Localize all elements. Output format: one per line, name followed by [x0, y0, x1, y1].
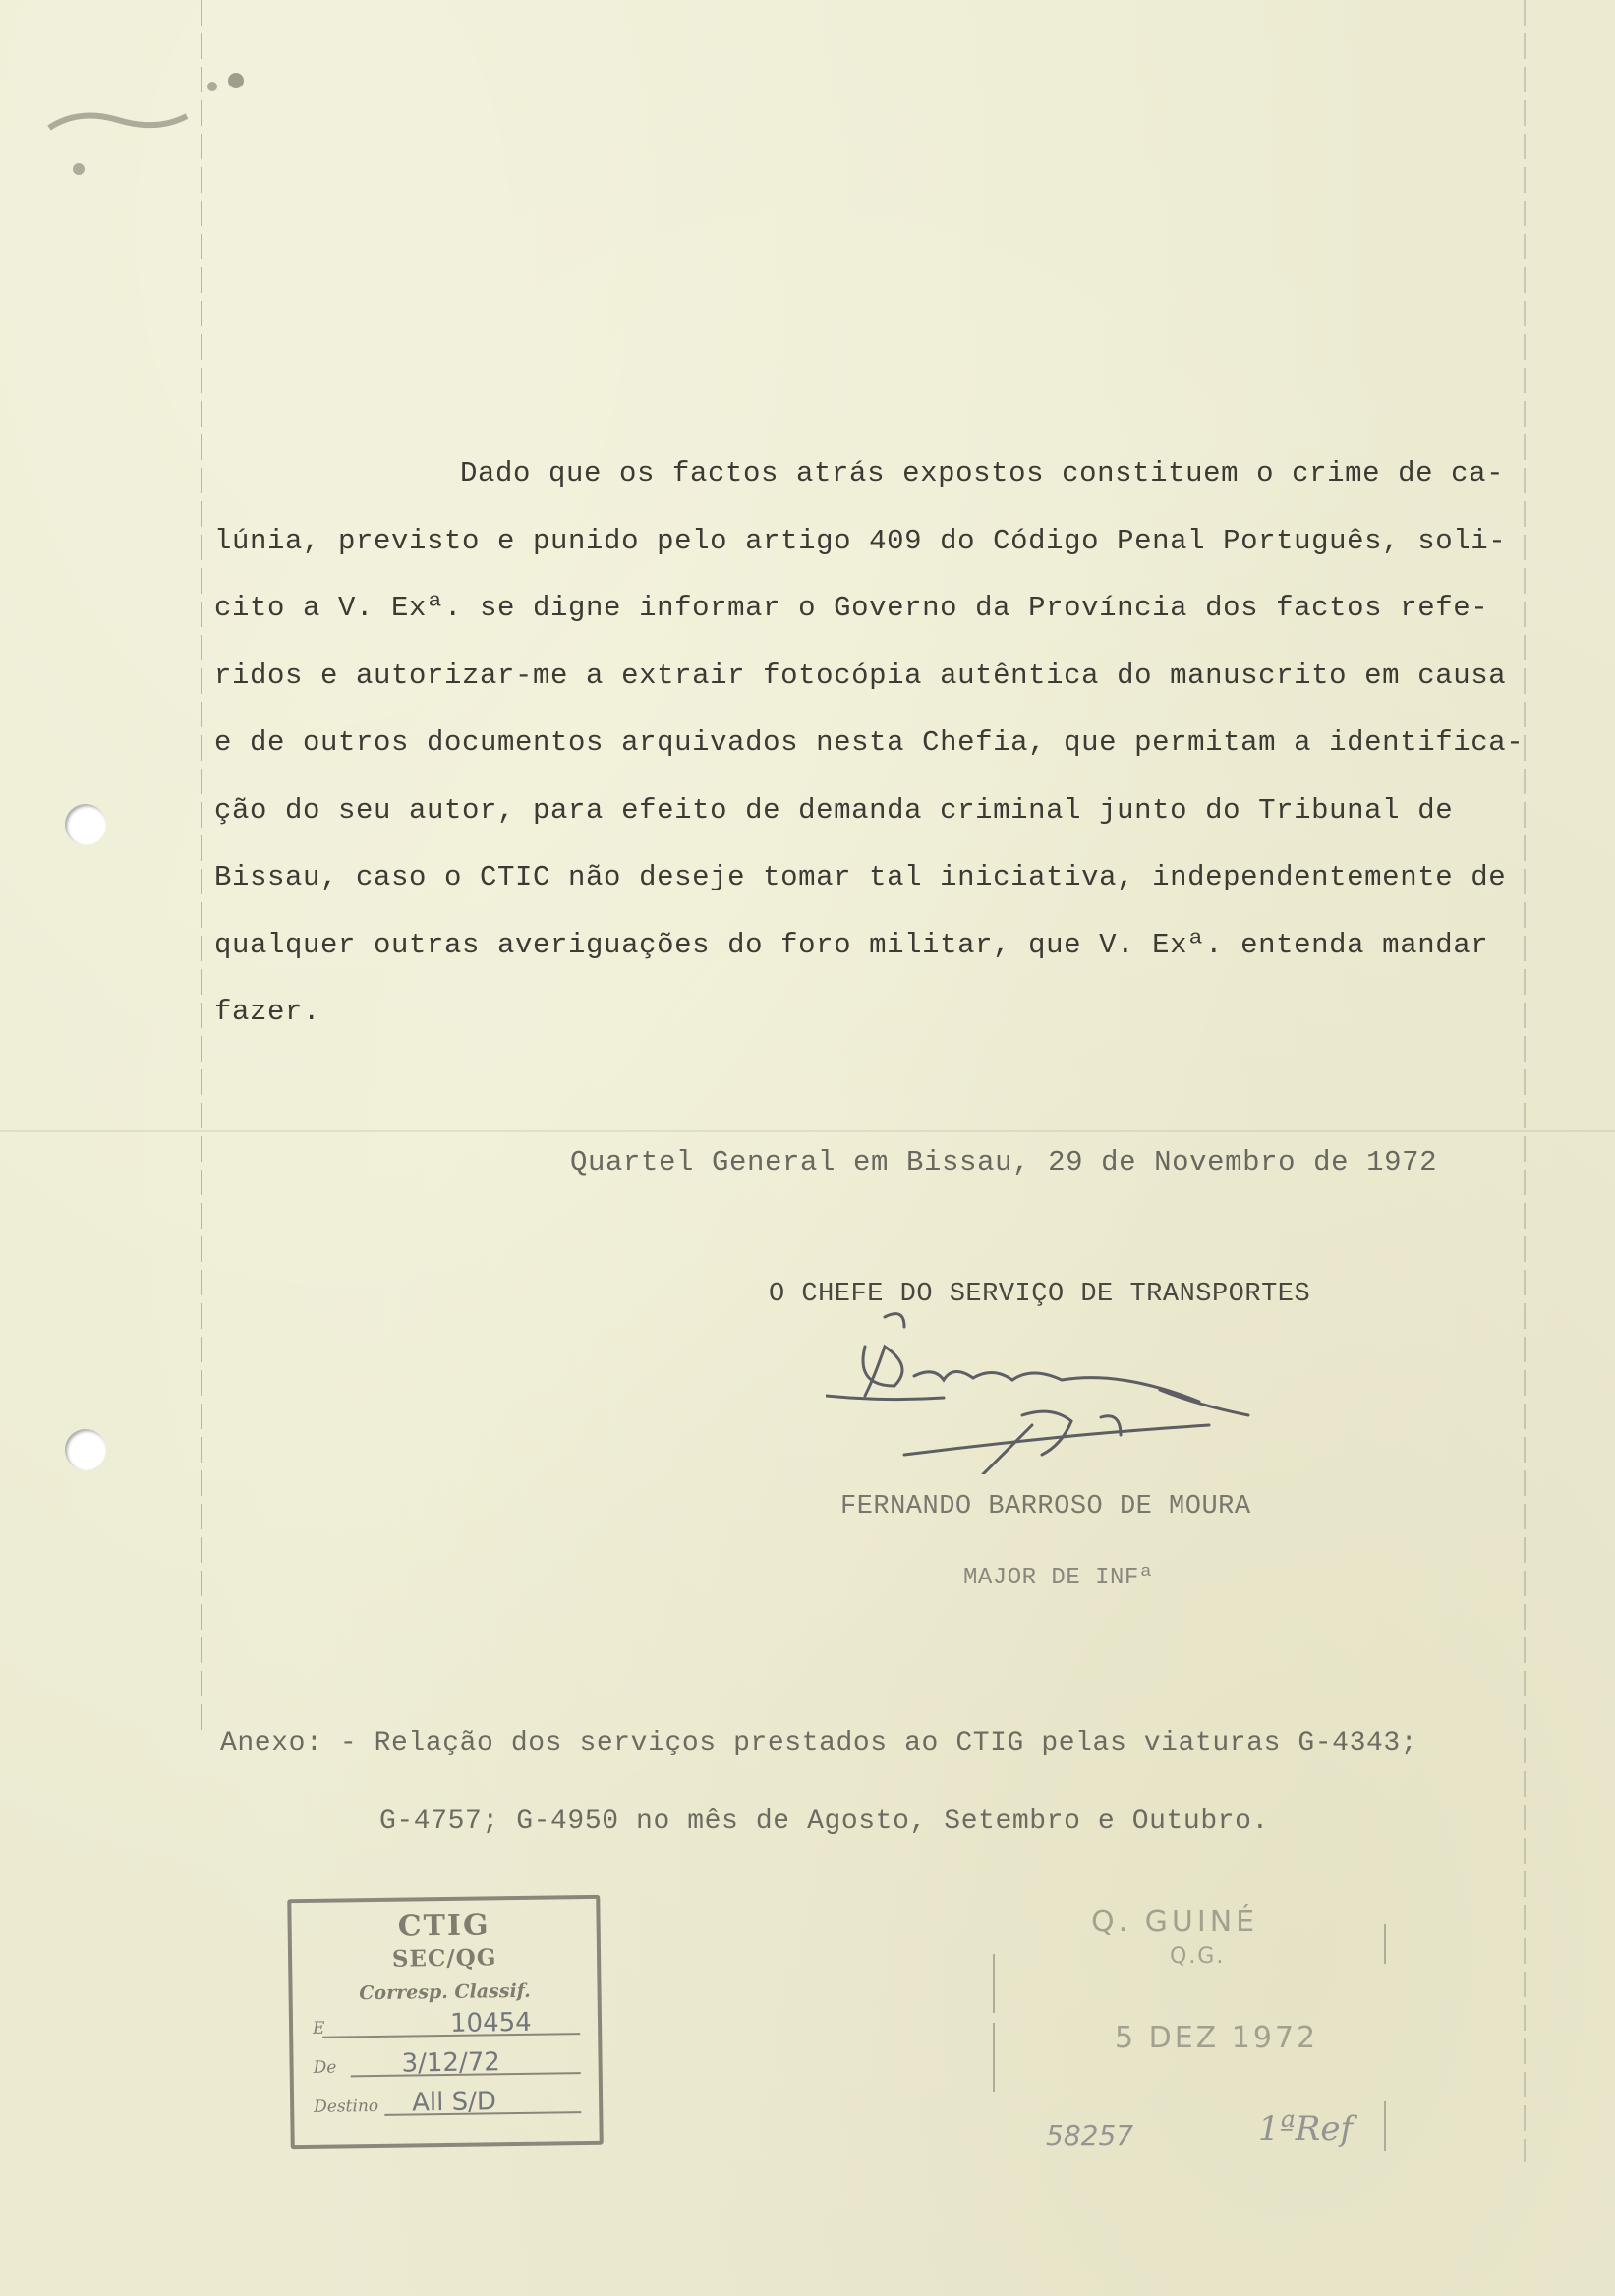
stamp-date-label: De [313, 2057, 337, 2078]
stamp-subheader: Q.G. [1170, 1944, 1226, 1969]
signatory-name: FERNANDO BARROSO DE MOURA [840, 1492, 1251, 1521]
stamp-number-label: E [312, 2018, 325, 2038]
signatory-title: O CHEFE DO SERVIÇO DE TRANSPORTES [769, 1280, 1311, 1309]
stamp-destination-value: All S/D [411, 2087, 497, 2118]
signatory-rank: MAJOR DE INFª [963, 1565, 1154, 1591]
body-line: ção do seu autor, para efeito de demanda criminal junto do Tribunal de [214, 793, 1454, 827]
stamp-bracket [1384, 2101, 1386, 2151]
body-line: ridos e autorizar-me a extrair fotocópia autêntica do manuscrito em causa [214, 659, 1507, 692]
body-line: qualquer outras averiguações do foro militar, que V. Exª. entenda mandar [214, 928, 1489, 961]
body-line: e de outros documentos arquivados nesta Chefia, que permitam a identifica- [214, 726, 1525, 759]
stamp-bracket [993, 1954, 995, 2013]
left-margin-rule [201, 0, 202, 1730]
stamp-handwritten-ref: 1ªRef [1258, 2109, 1354, 2149]
stamp-handwritten-number: 58257 [1046, 2119, 1134, 2152]
annex-note [220, 1704, 1528, 1862]
punch-hole-top [65, 804, 106, 845]
stamp-number-row [313, 2001, 599, 2044]
body-line: lúnia, previsto e punido pelo artigo 409 do Código Penal Português, soli- [214, 524, 1507, 557]
body-line: fazer. [214, 996, 321, 1028]
annex-line: Anexo: - Relação dos serviços prestados ao CTIG pelas viaturas G-4343; [220, 1728, 1418, 1758]
stamp-header: Q. GUINÉ [1091, 1905, 1259, 1939]
stamp-subheader: SEC/QG [391, 1944, 497, 1973]
stamp-date-value: 3/12/72 [401, 2047, 501, 2079]
stamp-date: 5 DEZ 1972 [1115, 2021, 1319, 2055]
stamp-number-value: 10454 [449, 2007, 532, 2038]
punch-hole-bottom [65, 1429, 106, 1470]
stamp-bracket [993, 2023, 995, 2092]
letter-body [214, 440, 1531, 1047]
paper-fold-line [0, 1130, 1615, 1132]
ink-smudge-icon [39, 59, 256, 187]
stamp-bracket [1384, 1924, 1386, 1964]
body-line: Dado que os factos atrás expostos constituem o crime de ca- [460, 457, 1505, 489]
dateline: Quartel General em Bissau, 29 de Novembro de 1972 [570, 1146, 1438, 1178]
annex-line: G-4757; G-4950 no mês de Agosto, Setembro e Outubro. [379, 1807, 1269, 1837]
stamp-destination-row [314, 2080, 600, 2123]
body-line: Bissau, caso o CTIC não deseje tomar tal iniciativa, independentemente de [214, 861, 1507, 893]
ctig-registry-stamp [287, 1895, 604, 2149]
handwritten-signature-icon [826, 1307, 1258, 1474]
stamp-header: CTIG [397, 1908, 490, 1944]
qg-guine-received-stamp [993, 1905, 1396, 2190]
stamp-classification: Corresp. Classif. [359, 1980, 531, 2005]
stamp-date-row [313, 2040, 599, 2084]
stamp-destination-label: Destino [314, 2095, 379, 2117]
body-line: cito a V. Exª. se digne informar o Governo da Província dos factos refe- [214, 592, 1489, 624]
